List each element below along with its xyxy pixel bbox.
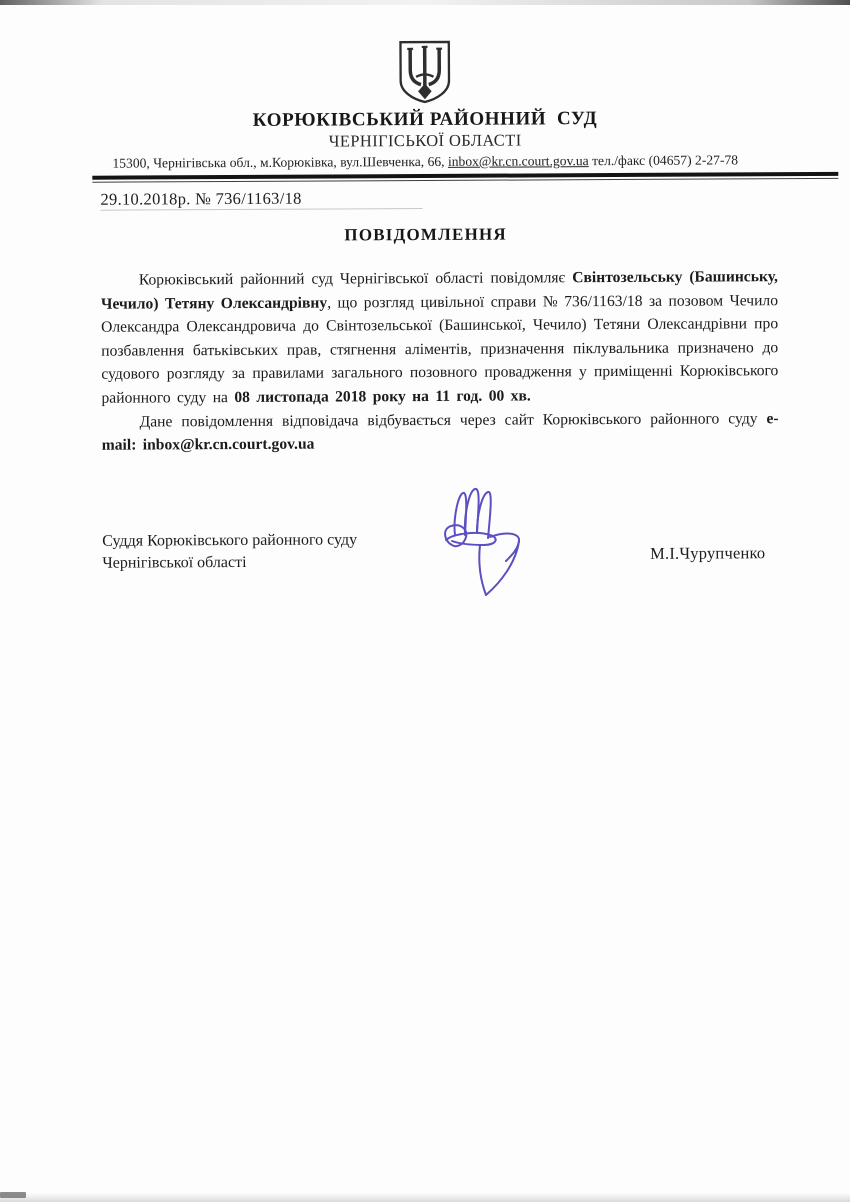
p1-hearing-date: 08 листопада 2018 року на 11 год. 00 хв.: [234, 387, 531, 406]
signature-role: [102, 529, 357, 574]
court-name: КОРЮКІВСЬКИЙ РАЙОННИЙ СУД: [252, 108, 598, 131]
p1-respondent-name: Свінтозельську (Башинську, Чечило) Тетяну Олександрівну: [100, 268, 778, 313]
court-region: ЧЕРНІГІСЬКОЇ ОБЛАСТІ: [328, 130, 522, 151]
address-line: [0, 151, 850, 173]
paragraph-1: [101, 265, 779, 410]
p2-court-email: e-mail: inbox@kr.cn.court.gov.ua: [101, 409, 779, 454]
reference-number: 29.10.2018р. № 736/1163/18: [100, 188, 302, 209]
address-suffix: тел./факс (04657) 2-27-78: [588, 152, 739, 169]
notice-body: [101, 265, 779, 457]
document-title: ПОВІДОМЛЕННЯ: [344, 224, 507, 245]
scan-artifact-bottom-edge: [0, 1193, 850, 1202]
scan-artifact-corner-mark: [0, 1192, 26, 1198]
letterhead: [0, 0, 850, 183]
address-prefix: 15300, Чернігівська обл., м.Корюківка, вул.Шевченка, 66,: [112, 153, 448, 171]
p1-text-2: , що розгляд цивільної справи № 736/1163/18 за позовом Чечило Олександра Олександровича до Свінтозельської (Башинської, Чечило) Тетяни Олександрівни про позбавлення батьківських прав, стягнення аліментів, призначення піклувальника призначено до судового розгляду за правилами загального позовного провадження у приміщенні Корюківського районного суду на: [101, 291, 779, 407]
paragraph-2: [102, 407, 779, 458]
signature-role-line1: Суддя Корюківського районного суду: [102, 531, 358, 550]
document-content: [0, 0, 850, 575]
email-text: inbox@kr.cn.court.gov.ua: [447, 153, 589, 169]
signature-role-line2: Чернігівської області: [102, 553, 247, 572]
p2-text: Дане повідомлення відповідача відбувається через сайт Корюківського районного суду: [139, 409, 767, 431]
p1-text: Корюківський районний суд Чернігівської області повідомляє: [138, 269, 573, 289]
judge-name: М.І.Чурупченко: [650, 542, 766, 563]
ukraine-trident-emblem-icon: [396, 40, 454, 104]
signature-block: [102, 527, 779, 575]
